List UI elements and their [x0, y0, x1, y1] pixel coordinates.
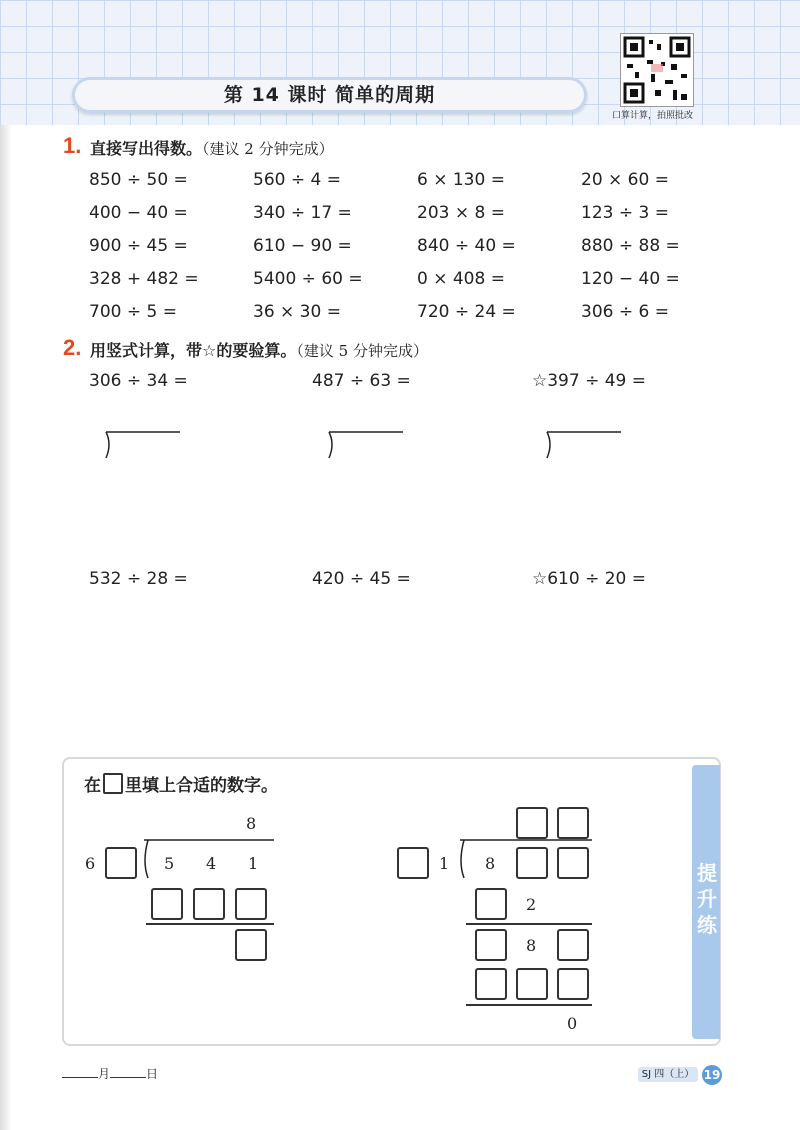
- equation: 6 × 130 =: [417, 170, 505, 190]
- blank-box[interactable]: [235, 929, 267, 961]
- qr-caption: 口算计算，拍照批改: [612, 111, 694, 121]
- divisor-digit: 1: [439, 854, 450, 873]
- equation: 328 + 482 =: [89, 269, 199, 289]
- qr-code-icon[interactable]: [620, 33, 694, 107]
- blank-box[interactable]: [516, 807, 548, 839]
- vertical-calc-problem: ☆397 ÷ 49 =: [532, 371, 647, 391]
- equation: 700 ÷ 5 =: [89, 302, 177, 322]
- side-tab-label: 提升练: [697, 861, 717, 937]
- vertical-calc-problem: 420 ÷ 45 =: [312, 569, 411, 589]
- division-line: [466, 923, 592, 925]
- equation: 850 ÷ 50 =: [89, 170, 188, 190]
- month-label: 月: [98, 1067, 111, 1081]
- equation: 610 − 90 =: [253, 236, 352, 256]
- question-1-text: [90, 136, 334, 159]
- vertical-calc-problem: 306 ÷ 34 =: [89, 371, 188, 391]
- equation: 123 ÷ 3 =: [581, 203, 669, 223]
- question-2-text: [90, 338, 428, 361]
- equation: 720 ÷ 24 =: [417, 302, 516, 322]
- quotient-digit: 8: [246, 814, 257, 833]
- long-division-bracket[interactable]: [543, 430, 623, 460]
- practice-instruction: [84, 771, 278, 796]
- page-title: 第 14 课时 简单的周期: [72, 77, 587, 113]
- dividend-digit: 8: [485, 854, 496, 873]
- question-2-number: 2.: [63, 335, 82, 360]
- blank-box[interactable]: [516, 968, 548, 1000]
- division-line: [466, 1004, 592, 1006]
- equation: 340 ÷ 17 =: [253, 203, 352, 223]
- long-division-bracket[interactable]: [102, 430, 182, 460]
- question-2-prompt: 用竖式计算，带☆的要验算。: [90, 341, 297, 360]
- blank-box[interactable]: [516, 847, 548, 879]
- question-1-hint: （建议 2 分钟完成）: [202, 140, 334, 158]
- equation: 560 ÷ 4 =: [253, 170, 341, 190]
- blank-box[interactable]: [475, 929, 507, 961]
- blank-box[interactable]: [105, 847, 137, 879]
- dividend-digit: 4: [206, 854, 217, 873]
- blank-box[interactable]: [397, 847, 429, 879]
- remainder-digit: 8: [526, 936, 537, 955]
- vertical-calc-problem: ☆610 ÷ 20 =: [532, 569, 647, 589]
- dividend-digit: 5: [164, 854, 175, 873]
- question-1-prompt: 直接写出得数。: [90, 139, 203, 158]
- blank-box[interactable]: [235, 888, 267, 920]
- blank-box[interactable]: [151, 888, 183, 920]
- division-line: [146, 923, 274, 925]
- question-1-number: 1.: [63, 133, 82, 158]
- blank-box[interactable]: [193, 888, 225, 920]
- equation: 840 ÷ 40 =: [417, 236, 516, 256]
- vertical-calc-problem: 532 ÷ 28 =: [89, 569, 188, 589]
- question-2-hint: （建议 5 分钟完成）: [296, 342, 428, 360]
- equation: 0 × 408 =: [417, 269, 505, 289]
- blank-box[interactable]: [475, 888, 507, 920]
- grade-badge: SJ 四（上）: [638, 1067, 698, 1082]
- equation: 880 ÷ 88 =: [581, 236, 680, 256]
- equation: 900 ÷ 45 =: [89, 236, 188, 256]
- product-digit: 2: [526, 895, 537, 914]
- day-label: 日: [146, 1067, 159, 1081]
- blank-box[interactable]: [557, 847, 589, 879]
- equation: 203 × 8 =: [417, 203, 505, 223]
- instruction-suffix: 里填上合适的数字。: [125, 776, 278, 796]
- final-remainder: 0: [567, 1014, 578, 1033]
- equation: 120 − 40 =: [581, 269, 680, 289]
- equation: 306 ÷ 6 =: [581, 302, 669, 322]
- instruction-prefix: 在: [84, 776, 101, 796]
- equation: 400 − 40 =: [89, 203, 188, 223]
- page-number: 19: [702, 1065, 722, 1085]
- equation: 36 × 30 =: [253, 302, 341, 322]
- blank-box[interactable]: [475, 968, 507, 1000]
- equation: 20 × 60 =: [581, 170, 669, 190]
- page-edge: [0, 125, 12, 1130]
- dividend-digit: 1: [248, 854, 259, 873]
- vertical-calc-problem: 487 ÷ 63 =: [312, 371, 411, 391]
- long-division-bracket[interactable]: [325, 430, 405, 460]
- blank-box[interactable]: [557, 807, 589, 839]
- equation: 5400 ÷ 60 =: [253, 269, 363, 289]
- divisor-digit: 6: [85, 854, 96, 873]
- date-line: [62, 1065, 158, 1082]
- blank-box[interactable]: [557, 929, 589, 961]
- blank-box[interactable]: [557, 968, 589, 1000]
- blank-box-icon: [103, 773, 123, 794]
